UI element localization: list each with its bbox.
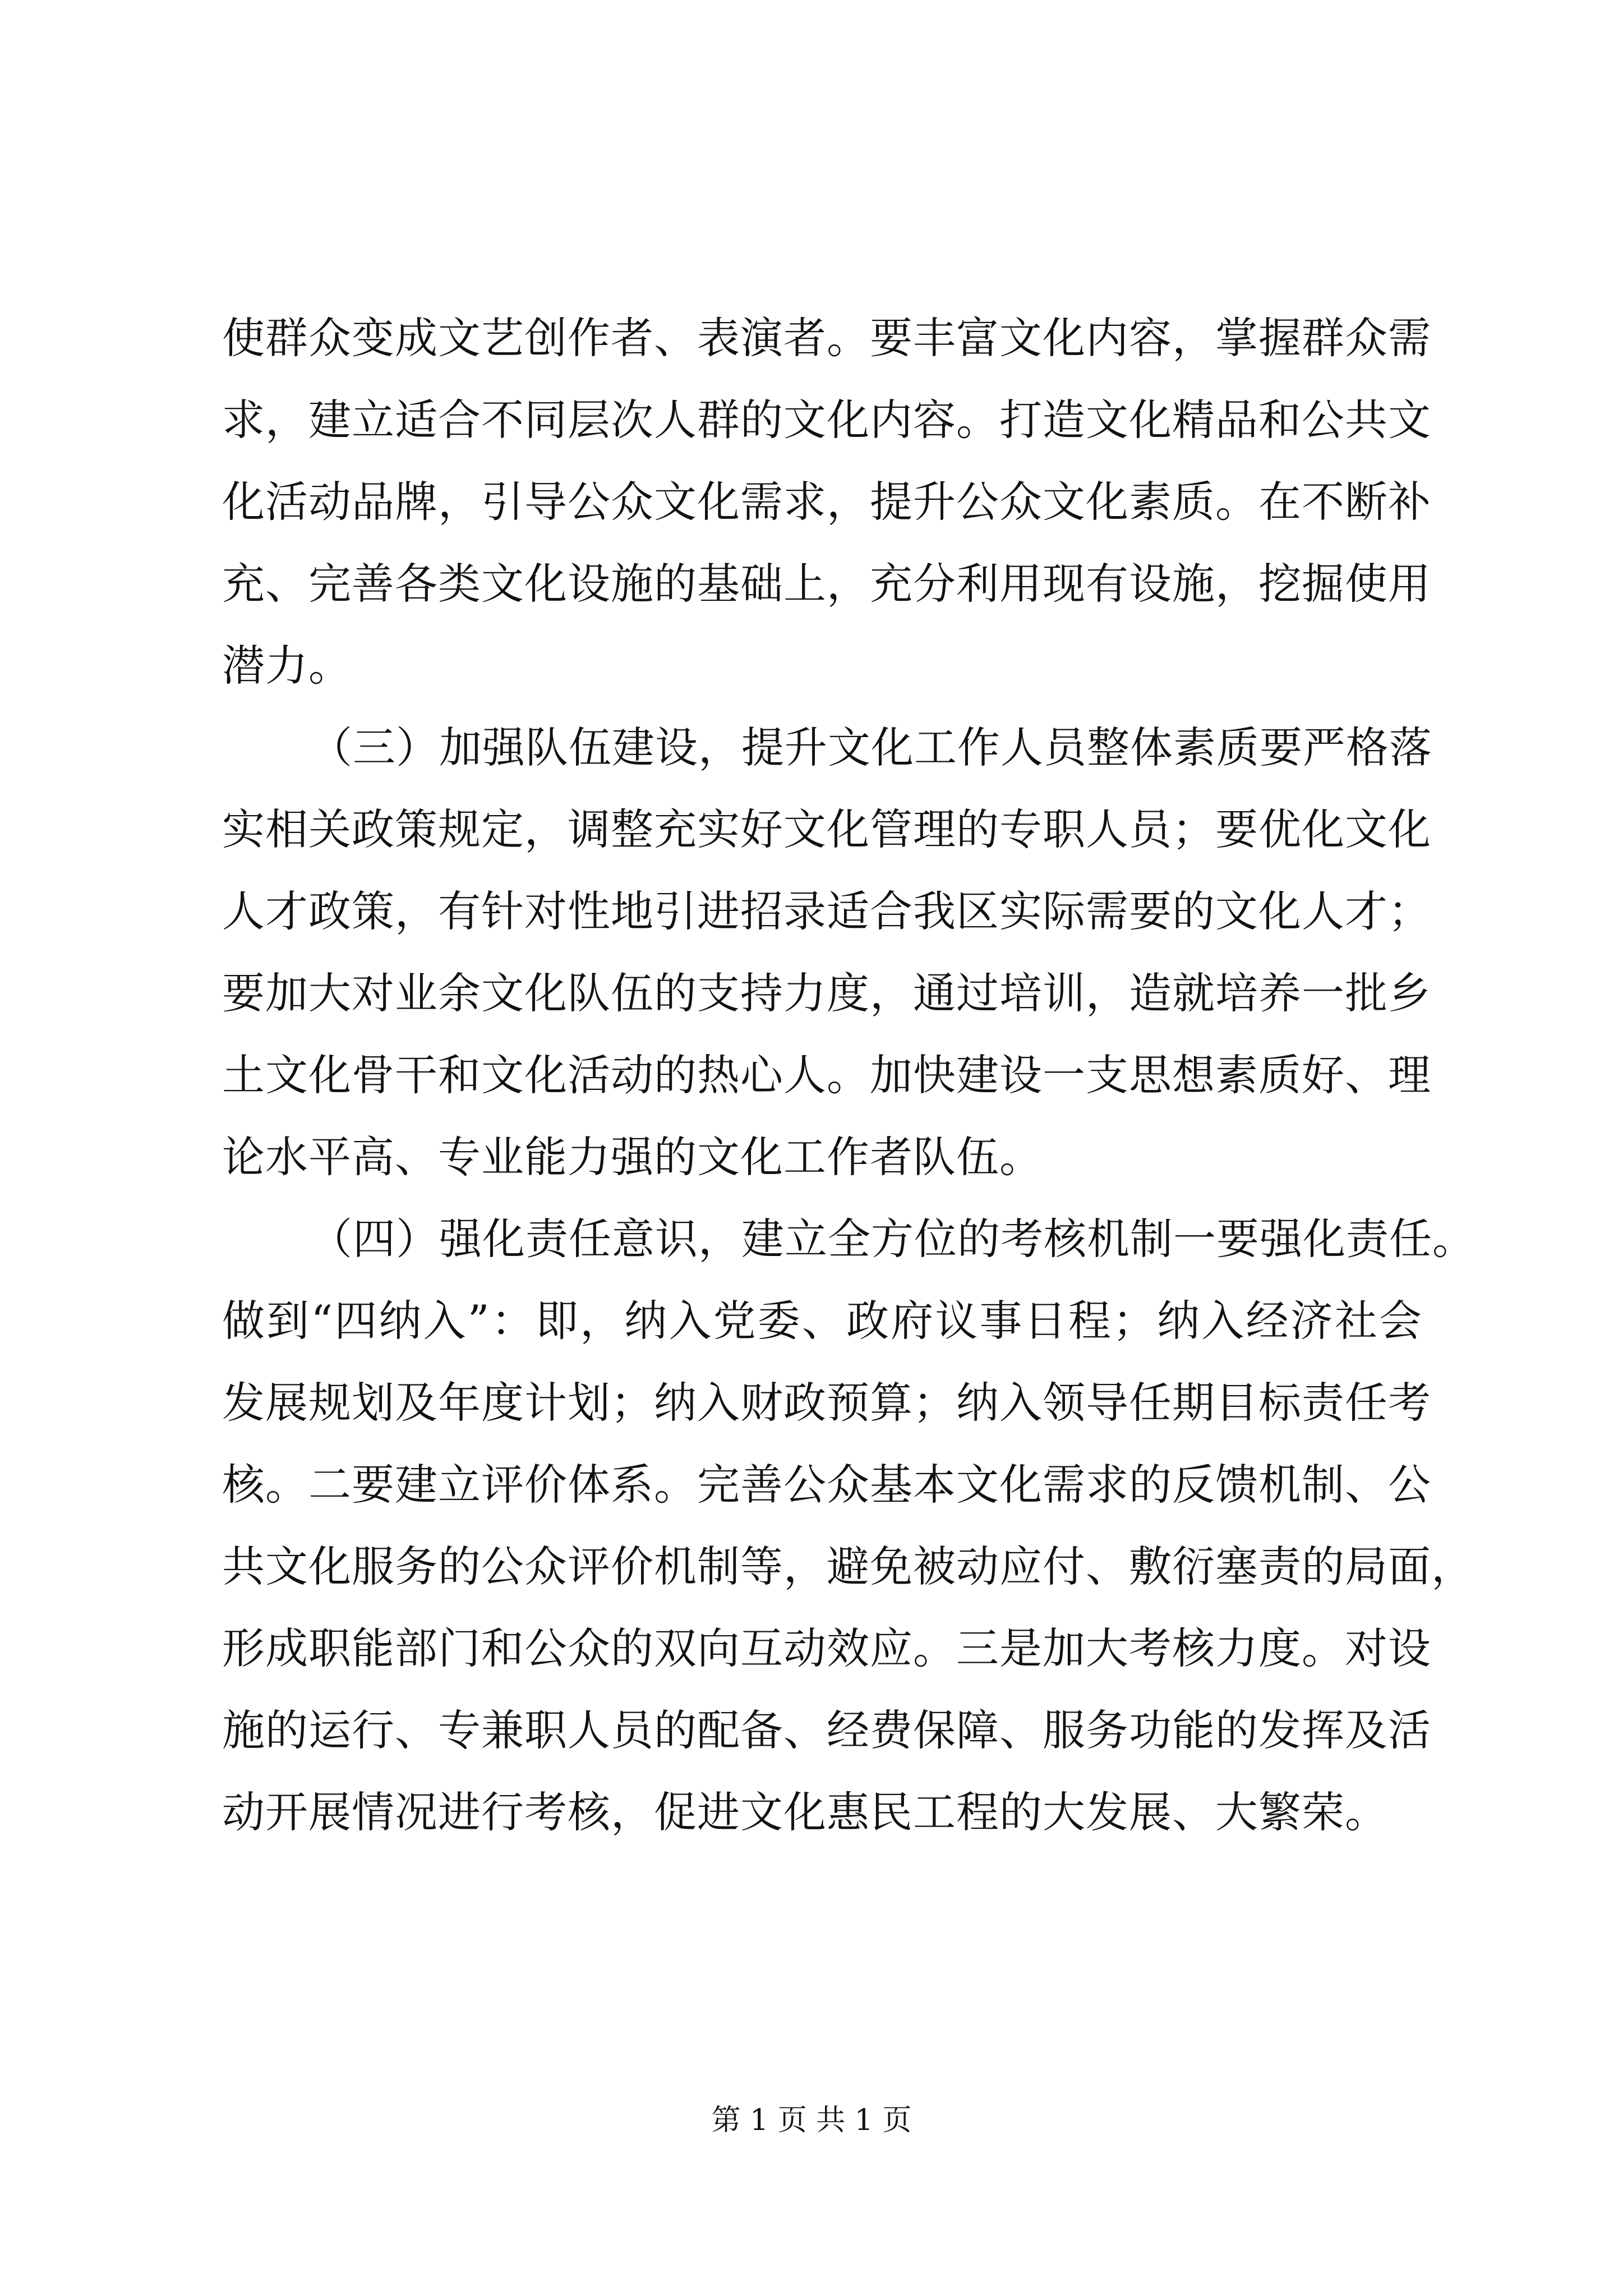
paragraph-line: 人才政策，有针对性地引进招录适合我区实际需要的文化人才； xyxy=(222,886,1431,936)
paragraph-line: 要加大对业余文化队伍的支持力度，通过培训，造就培养一批乡 xyxy=(222,968,1431,1018)
paragraph-line: 论水平高、专业能力强的文化工作者队伍。 xyxy=(222,1132,1043,1182)
paragraph-line: 求，建立适合不同层次人群的文化内容。打造文化精品和公共文 xyxy=(222,395,1431,445)
paragraph-line: 化活动品牌，引导公众文化需求，提升公众文化素质。在不断补 xyxy=(222,477,1431,527)
page-number-footer: 第 1 页 共 1 页 xyxy=(711,2104,912,2137)
paragraph-line: 潜力。 xyxy=(222,641,352,691)
paragraph-line: 核。二要建立评价体系。完善公众基本文化需求的反馈机制、公 xyxy=(222,1460,1431,1510)
paragraph-line: 土文化骨干和文化活动的热心人。加快建设一支思想素质好、理 xyxy=(222,1050,1431,1100)
paragraph-line: 实相关政策规定，调整充实好文化管理的专职人员；要优化文化 xyxy=(222,804,1431,854)
paragraph-line: 充、完善各类文化设施的基础上，充分利用现有设施，挖掘使用 xyxy=(222,559,1431,609)
paragraph-line: 发展规划及年度计划；纳入财政预算；纳入领导任期目标责任考 xyxy=(222,1378,1431,1428)
paragraph-line: 共文化服务的公众评价机制等，避免被动应付、敷衍塞责的局面， xyxy=(222,1542,1474,1591)
paragraph-line: 动开展情况进行考核，促进文化惠民工程的大发展、大繁荣。 xyxy=(222,1787,1388,1837)
section-heading-line: （三）加强队伍建设，提升文化工作人员整体素质要严格落 xyxy=(310,723,1432,772)
section-heading-line: （四）强化责任意识，建立全方位的考核机制一要强化责任。 xyxy=(310,1214,1476,1264)
paragraph-line: 做到“四纳入”：即，纳入党委、政府议事日程；纳入经济社会 xyxy=(222,1296,1422,1346)
document-body xyxy=(222,297,1476,1853)
paragraph-line: 施的运行、专兼职人员的配备、经费保障、服务功能的发挥及活 xyxy=(222,1705,1431,1755)
paragraph-line: 使群众变成文艺创作者、表演者。要丰富文化内容，掌握群众需 xyxy=(222,313,1431,363)
paragraph-line: 形成职能部门和公众的双向互动效应。三是加大考核力度。对设 xyxy=(222,1623,1431,1673)
